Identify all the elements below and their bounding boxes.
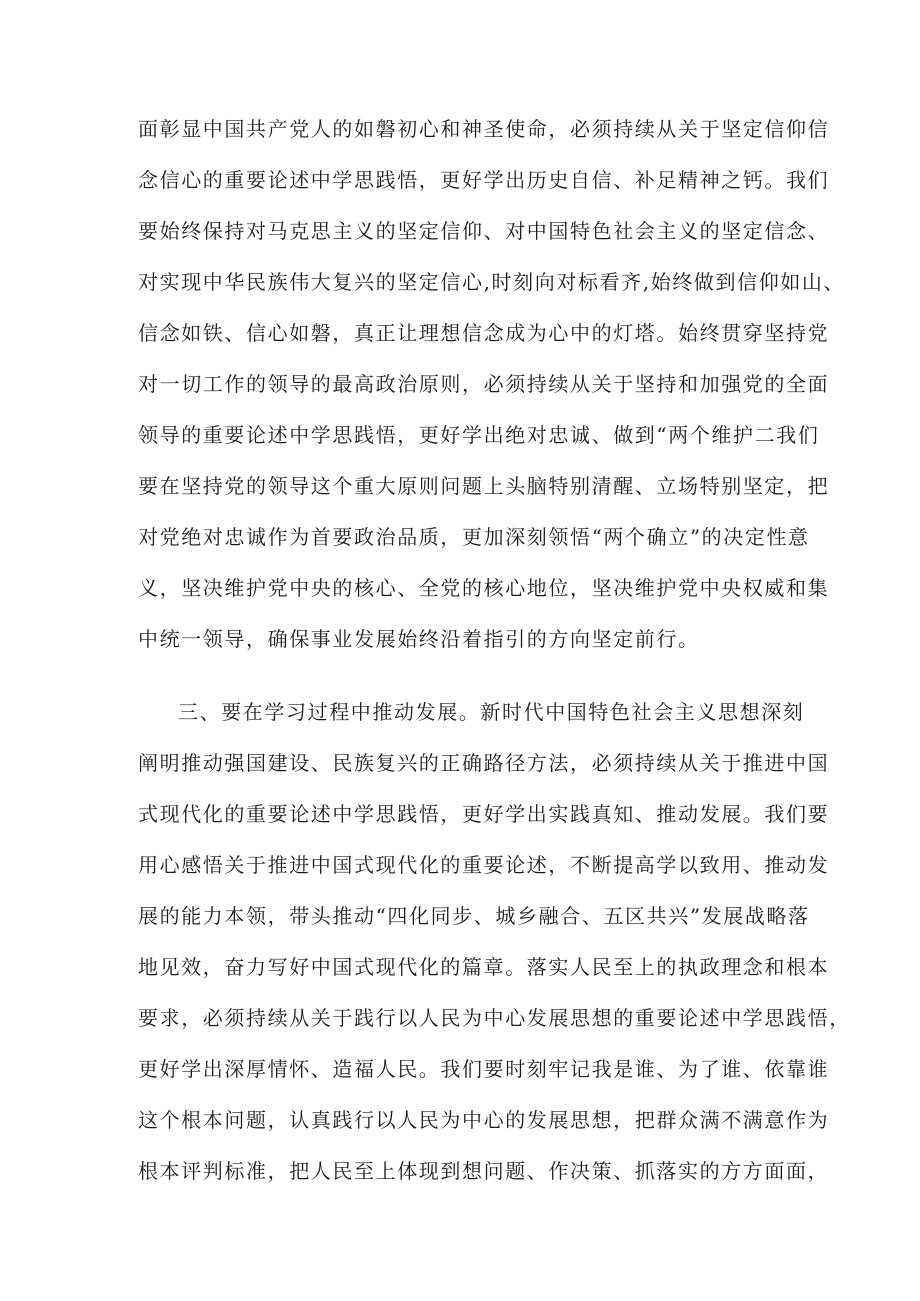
text-line: 对党绝对忠诚作为首要政治品质，更加深刻领悟“两个确立”的决定性意	[138, 525, 810, 549]
text-line: 阐明推动强国建设、民族复兴的正确路径方法，必须持续从关于推进中国	[138, 751, 830, 775]
text-line: 对实现中华民族伟大复兴的坚定信心,时刻向对标看齐,始终做到信仰如山、	[138, 270, 846, 294]
text-line: 义，坚决维护党中央的核心、全党的核心地位，坚决维护党中央权威和集	[138, 576, 830, 600]
text-line: 要求，必须持续从关于践行以人民为中心发展思想的重要论述中学思践悟，	[138, 1006, 851, 1030]
text-line: 地见效，奋力写好中国式现代化的篇章。落实人民至上的执政理念和根本	[138, 955, 830, 979]
text-line: 这个根本问题，认真践行以人民为中心的发展思想，把群众满不满意作为	[138, 1108, 830, 1132]
text-line: 式现代化的重要论述中学思践悟，更好学出实践真知、推动发展。我们要	[138, 802, 830, 826]
text-line: 信念如铁、信心如磐，真正让理想信念成为心中的灯塔。始终贯穿坚持党	[138, 321, 830, 345]
text-line: 面彰显中国共产党人的如磐初心和神圣使命，必须持续从关于坚定信仰信	[138, 117, 830, 141]
text-line: 念信心的重要论述中学思践悟，更好学出历史自信、补足精神之钙。我们	[138, 168, 830, 192]
text-line: 更好学出深厚情怀、造福人民。我们要时刻牢记我是谁、为了谁、依靠谁	[138, 1057, 830, 1081]
text-line: 要在坚持党的领导这个重大原则问题上头脑特别清醒、立场特别坚定，把	[138, 474, 830, 498]
text-line: 要始终保持对马克思主义的坚定信仰、对中国特色社会主义的坚定信念、	[138, 219, 830, 243]
text-line: 中统一领导，确保事业发展始终沿着指引的方向坚定前行。	[138, 627, 700, 651]
text-line: 对一切工作的领导的最高政治原则，必须持续从关于坚持和加强党的全面	[138, 372, 830, 396]
text-line: 领导的重要论述中学思践悟，更好学出绝对忠诚、做到“两个维护二我们	[138, 423, 820, 447]
section-heading-line: 三、要在学习过程中推动发展。新时代中国特色社会主义思想深刻	[178, 700, 805, 724]
text-line: 根本评判标准，把人民至上体现到想问题、作决策、抓落实的方方面面，	[138, 1159, 830, 1183]
text-line: 用心感悟关于推进中国式现代化的重要论述，不断提高学以致用、推动发	[138, 853, 830, 877]
text-line: 展的能力本领，带头推动“四化同步、城乡融合、五区共兴”发展战略落	[138, 904, 810, 928]
